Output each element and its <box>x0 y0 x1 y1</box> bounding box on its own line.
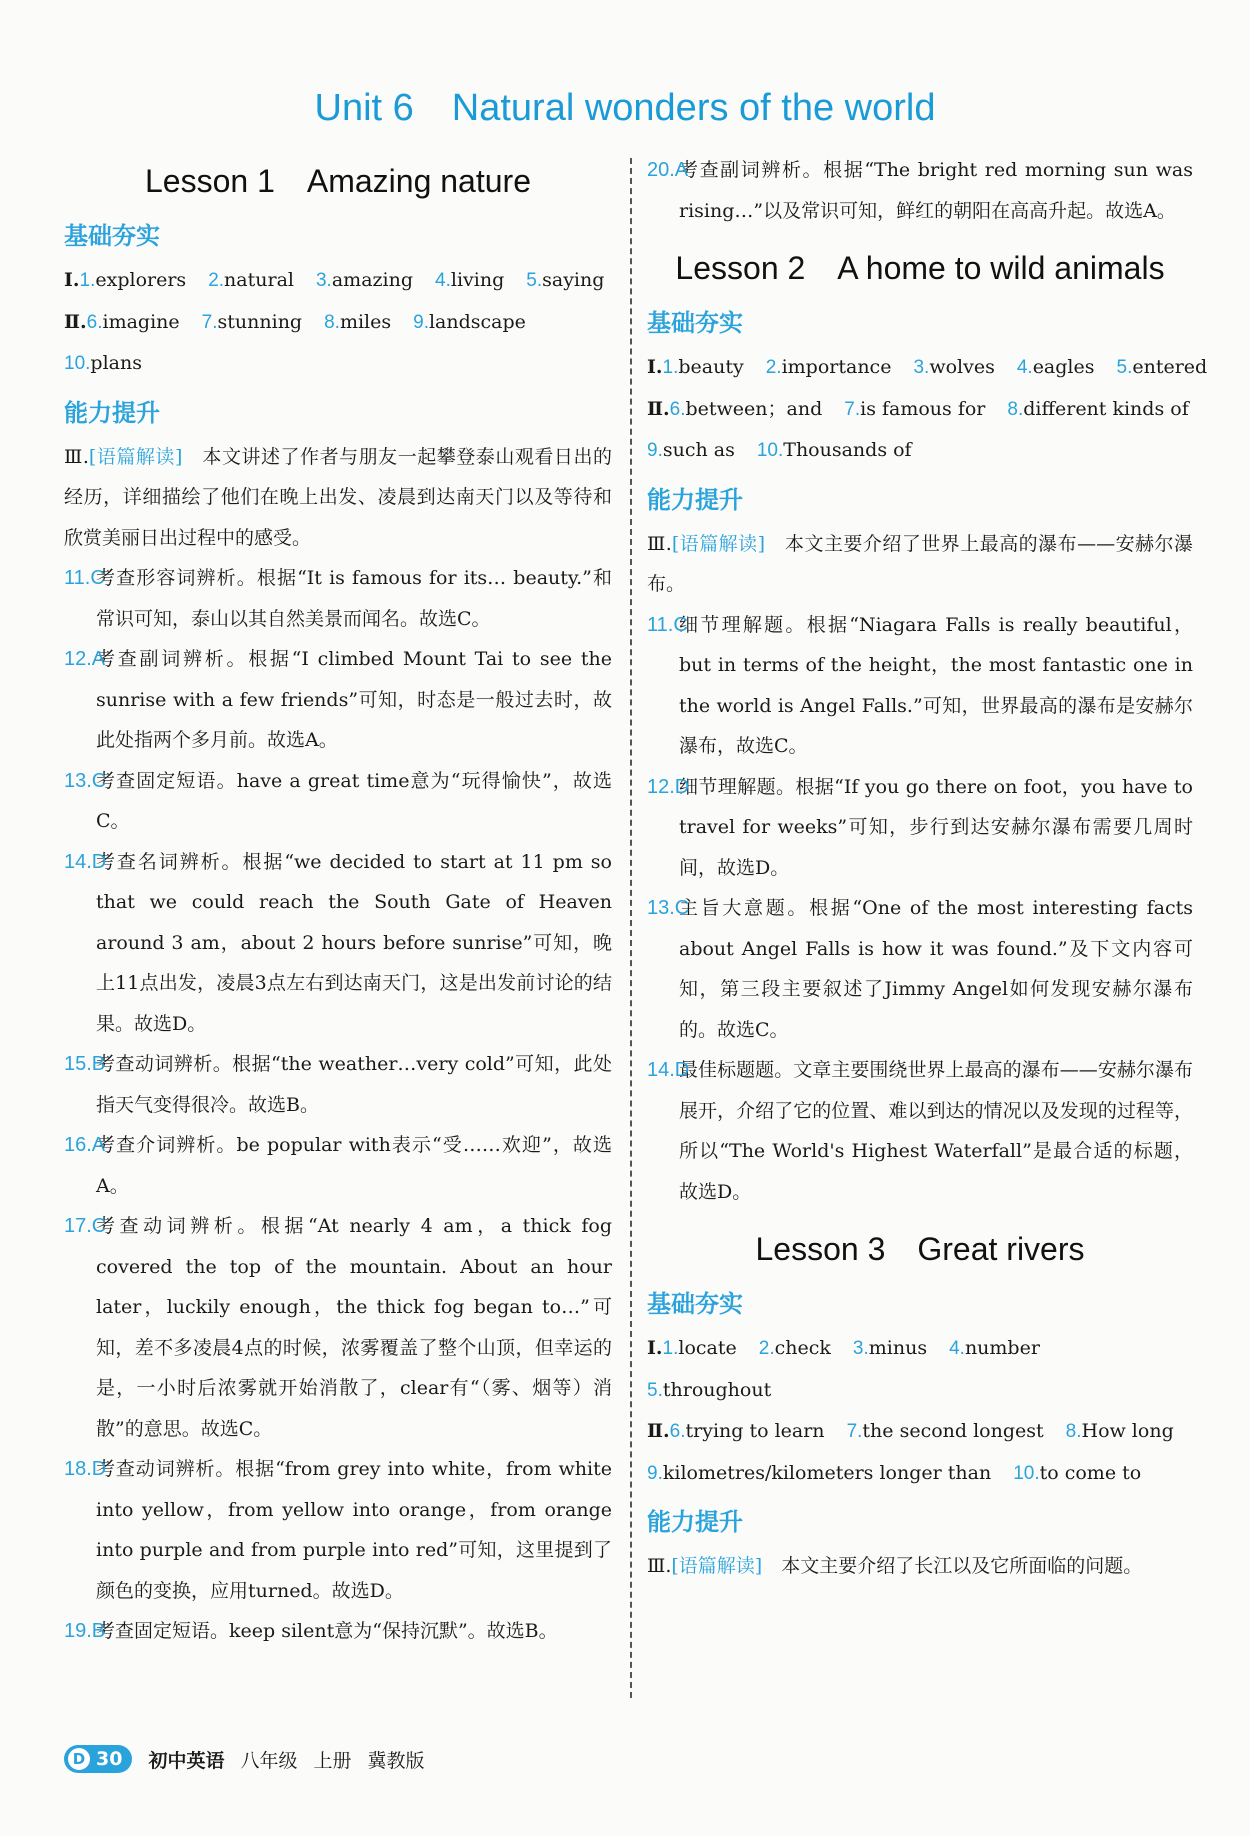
item-answer: beauty <box>678 356 744 378</box>
item-number: 5. <box>526 270 543 291</box>
reading-summary <box>64 437 612 559</box>
answer-explanation: 考查形容词辨析。根据“It is famous for its… beauty.”和常识可知，泰山以其自然美景而闻名。故选C。 <box>96 567 612 630</box>
answer-number: 13.C <box>64 769 107 792</box>
subject: 初中英语 <box>148 1749 225 1772</box>
section-basic-2: 基础夯实 <box>647 309 743 337</box>
answer-explanation: 考查固定短语。keep silent意为“保持沉默”。故选B。 <box>96 1620 558 1642</box>
answer-explanation: 考查动词辨析。根据“At nearly 4 am，a thick fog covered the top of the mountain. About an hour later，luckily enough，the thick fog began to…”可知，差不多凌晨4点的时候，浓雾覆盖了整个山顶，但幸运的是，一小时后浓雾就开始消散了，clear有“（雾、烟等）消散”的意思。故选C。 <box>96 1215 612 1440</box>
item-answer: natural <box>224 269 294 291</box>
answer-entry <box>64 639 612 761</box>
gap <box>765 533 785 555</box>
answer-row <box>647 1411 1193 1453</box>
answer-explanation: 细节理解题。根据“Niagara Falls is really beautiful，but in terms of the height，the most fantastic one in the world is Angel Falls.”可知，世界最高的瀑布是安赫尔瀑布，故选C。 <box>679 613 1193 757</box>
item-answer: locate <box>678 1337 737 1359</box>
item-number: 8. <box>1065 1421 1082 1442</box>
section-advanced-3: 能力提升 <box>647 1508 743 1536</box>
item-number: 1. <box>662 1338 679 1359</box>
answer-row <box>647 1328 1193 1370</box>
item-answer: wolves <box>929 356 995 378</box>
item-answer: entered <box>1132 356 1208 378</box>
item-number: 8. <box>324 311 340 333</box>
page-footer <box>64 1744 425 1774</box>
section-advanced-1: 能力提升 <box>64 398 160 427</box>
item-number: 10. <box>756 440 784 461</box>
answer-list <box>647 150 1193 231</box>
item-answer: the second longest <box>862 1420 1044 1442</box>
answer-entry <box>64 1125 612 1206</box>
reading-tag: [语篇解读] <box>671 1555 763 1577</box>
answer-row <box>647 1453 1193 1495</box>
right-column <box>647 150 1208 1587</box>
summary-text: 本文主要介绍了世界上最高的瀑布——安赫尔瀑布。 <box>647 532 1193 595</box>
answer-entry <box>647 767 1193 889</box>
item-answer: saying <box>542 269 605 291</box>
item-number: 7. <box>201 311 218 333</box>
answer-number: 11.C <box>64 567 105 589</box>
item-number: 2. <box>758 1338 775 1359</box>
answer-explanation: 主旨大意题。根据“One of the most interesting facts about Angel Falls is how it was found.”及下文内容可知，第三段主要叙述了Jimmy Angel如何发现安赫尔瀑布的。故选C。 <box>679 897 1193 1041</box>
answer-explanation: 考查副词辨析。根据“The bright red morning sun was rising…”以及常识可知，鲜红的朝阳在高高升起。故选A。 <box>679 159 1193 222</box>
item-answer: amazing <box>331 269 414 291</box>
grade: 八年级 <box>240 1749 298 1772</box>
item-answer: to come to <box>1039 1461 1142 1484</box>
item-number: 7. <box>846 1421 863 1442</box>
gap <box>182 446 202 468</box>
answer-row <box>647 389 1193 431</box>
item-number: 4. <box>435 270 451 291</box>
answer-entry <box>647 150 1193 231</box>
item-answer: imagine <box>102 310 180 333</box>
answer-entry <box>64 1611 612 1652</box>
answer-entry <box>64 761 612 842</box>
item-answer: miles <box>339 310 392 333</box>
item-answer: landscape <box>428 310 526 333</box>
item-number: 6. <box>669 1421 686 1442</box>
edition: 冀教版 <box>367 1749 425 1772</box>
item-number: 8. <box>1007 398 1024 420</box>
summary-text: 本文讲述了作者与朋友一起攀登泰山观看日出的经历，详细描绘了他们在晚上出发、凌晨到达南天门以及等待和欣赏美丽日出过程中的感受。 <box>64 445 612 549</box>
item-number: 10. <box>64 353 91 374</box>
answer-entry <box>64 842 612 1045</box>
answer-row <box>647 347 1208 389</box>
answer-number: 18.D <box>64 1458 107 1480</box>
item-answer: kilometres/kilometers longer than <box>662 1461 992 1484</box>
item-number: 2. <box>208 270 225 291</box>
answer-explanation: 考查动词辨析。根据“from grey into white，from white into yellow，from yellow into orange，from orange into purple and from purple into red”可知，这里提到了颜色的变换，应用turned。故选D。 <box>96 1458 612 1602</box>
answer-number: 13.C <box>647 897 690 919</box>
roman-numeral: Ⅱ. <box>647 1420 670 1442</box>
answer-explanation: 细节理解题。根据“If you go there on foot，you have to travel for weeks”可知，步行到达安赫尔瀑布需要几周时间，故选D。 <box>679 775 1193 879</box>
item-number: 5. <box>647 1379 663 1401</box>
item-answer: stunning <box>217 310 303 333</box>
item-number: 9. <box>647 1462 663 1484</box>
answer-number: 19.B <box>64 1620 106 1642</box>
page-number: 30 <box>96 1748 123 1770</box>
answer-entry <box>64 1206 612 1449</box>
item-answer: importance <box>781 356 892 378</box>
answer-number: 12.D <box>647 775 690 798</box>
answer-entry <box>64 1449 612 1611</box>
item-answer: minus <box>868 1337 928 1359</box>
answer-explanation: 考查动词辨析。根据“the weather…very cold”可知，此处指天气变得很冷。故选B。 <box>96 1053 612 1116</box>
answer-explanation: 考查副词辨析。根据“I climbed Mount Tai to see the sunrise with a few friends”可知，时态是一般过去时，故此处指两个多月前。故选A。 <box>96 648 612 751</box>
item-number: 3. <box>852 1338 869 1359</box>
edition-letter: D <box>68 1748 90 1770</box>
item-answer: number <box>964 1337 1040 1359</box>
reading-tag: [语篇解读] <box>671 532 766 555</box>
volume: 上册 <box>313 1749 352 1772</box>
answer-row <box>647 430 1193 472</box>
answer-entry <box>64 1044 612 1125</box>
item-number: 1. <box>662 357 679 378</box>
answer-list <box>647 605 1193 1213</box>
roman-numeral: Ⅱ. <box>647 397 670 420</box>
item-answer: between；and <box>685 397 823 420</box>
answer-number: 12.A <box>64 648 106 670</box>
reading-tag: [语篇解读] <box>88 445 183 468</box>
item-number: 9. <box>413 311 429 333</box>
answer-number: 14.D <box>647 1059 690 1081</box>
item-number: 7. <box>844 398 861 420</box>
item-number: 1. <box>79 270 96 291</box>
item-answer: Thousands of <box>783 439 912 461</box>
item-answer: How long <box>1081 1420 1174 1442</box>
answer-number: 16.A <box>64 1134 106 1156</box>
item-answer: check <box>774 1337 831 1359</box>
item-number: 3. <box>315 270 332 291</box>
item-answer: throughout <box>662 1378 772 1401</box>
summary-text: 本文主要介绍了长江以及它所面临的问题。 <box>781 1555 1143 1577</box>
gap <box>762 1555 781 1577</box>
answer-number: 15.B <box>64 1053 106 1075</box>
page-badge <box>64 1745 132 1773</box>
item-answer: living <box>450 269 505 291</box>
answer-explanation: 考查介词辨析。be popular with表示“受……欢迎”，故选A。 <box>96 1134 612 1197</box>
item-number: 4. <box>1016 357 1033 378</box>
column-divider <box>630 158 632 1698</box>
item-number: 9. <box>647 440 663 461</box>
roman-numeral: Ⅰ. <box>647 1337 663 1359</box>
left-column <box>64 150 612 1652</box>
answer-explanation: 考查固定短语。have a great time意为“玩得愉快”，故选C。 <box>96 769 612 832</box>
item-answer: eagles <box>1032 356 1095 378</box>
lesson-2-title: Lesson 2 A home to wild animals <box>675 250 1165 286</box>
section-advanced-2: 能力提升 <box>647 485 743 514</box>
roman-numeral: Ⅲ. <box>647 532 672 555</box>
item-number: 3. <box>913 357 930 378</box>
item-answer: different kinds of <box>1023 397 1189 420</box>
reading-summary <box>647 524 1193 605</box>
item-number: 6. <box>669 398 686 420</box>
section-basic-3: 基础夯实 <box>647 1290 743 1318</box>
answer-explanation: 考查名词辨析。根据“we decided to start at 11 pm so that we could reach the South Gate of Heaven around 3 am，about 2 hours before sunrise”可知，晚上11点出发，凌晨3点左右到达南天门，这是出发前讨论的结果。故选D。 <box>96 850 612 1035</box>
answer-number: 17.C <box>64 1215 107 1237</box>
item-number: 6. <box>86 311 103 333</box>
reading-summary <box>647 1546 1193 1587</box>
answer-number: 14.D <box>64 850 107 873</box>
answer-entry <box>647 888 1193 1050</box>
item-answer: is famous for <box>860 397 986 420</box>
item-number: 5. <box>1116 357 1133 378</box>
item-answer: trying to learn <box>685 1420 825 1442</box>
answer-number: 11.C <box>647 613 688 636</box>
answer-entry <box>647 1050 1193 1212</box>
roman-numeral: Ⅲ. <box>64 445 89 468</box>
answer-entry <box>64 558 612 639</box>
item-number: 10. <box>1013 1462 1040 1484</box>
roman-numeral: Ⅰ. <box>64 269 80 291</box>
item-answer: plans <box>90 352 142 374</box>
answer-list <box>64 558 612 1652</box>
roman-numeral: Ⅱ. <box>64 310 87 333</box>
answer-row <box>64 302 612 344</box>
answer-explanation: 最佳标题题。文章主要围绕世界上最高的瀑布——安赫尔瀑布展开，介绍了它的位置、难以到达的情况以及发现的过程等，所以“The World's Highest Waterfall”是最合适的标题，故选D。 <box>679 1059 1193 1203</box>
item-number: 4. <box>949 1338 965 1359</box>
answer-row <box>64 260 612 302</box>
answer-number: 20.A <box>647 159 689 181</box>
section-basic-1: 基础夯实 <box>64 222 160 250</box>
answer-row <box>64 343 612 385</box>
lesson-3-title: Lesson 3 Great rivers <box>755 1231 1085 1267</box>
item-answer: such as <box>662 439 735 461</box>
answer-row <box>647 1370 1193 1412</box>
roman-numeral: Ⅰ. <box>647 356 663 378</box>
roman-numeral: Ⅲ. <box>647 1555 672 1577</box>
item-answer: explorers <box>95 269 187 291</box>
unit-title: Unit 6 Natural wonders of the world <box>314 87 936 129</box>
lesson-1-title: Lesson 1 Amazing nature <box>144 163 531 199</box>
answer-entry <box>647 605 1193 767</box>
item-number: 2. <box>765 357 782 378</box>
